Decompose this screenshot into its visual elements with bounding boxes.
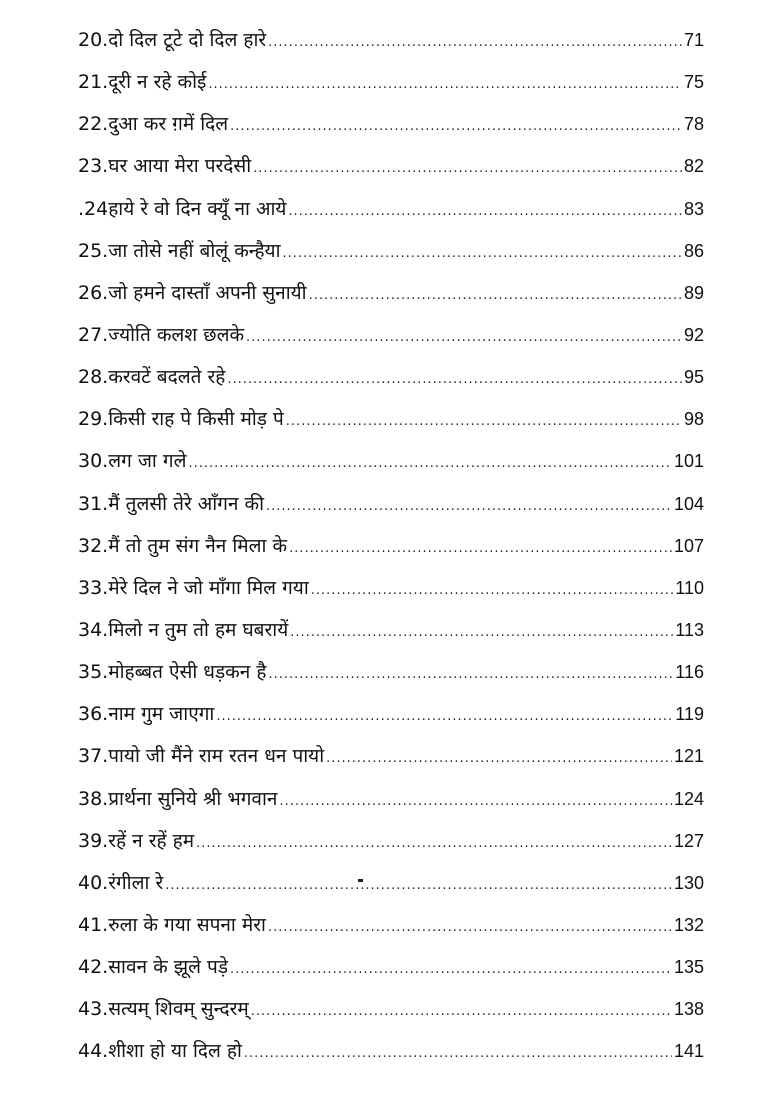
toc-entry-page: 95 xyxy=(683,367,704,388)
dot-leader xyxy=(216,709,673,724)
toc-entry-page: 89 xyxy=(683,282,704,303)
dot-leader xyxy=(244,1046,672,1061)
dot-leader xyxy=(253,161,682,176)
toc-entry xyxy=(78,152,704,194)
toc-entry xyxy=(78,785,704,827)
toc-entry-title: 22.दुआ कर ग़में दिल xyxy=(78,113,229,136)
toc-entry-title: 28.करवटें बदलते रहे xyxy=(78,366,226,389)
toc-entry-page: 101 xyxy=(673,451,704,472)
toc-entry xyxy=(78,742,704,784)
toc-entry-page: 98 xyxy=(683,409,704,430)
dot-leader xyxy=(251,1004,672,1019)
toc-entry-page: 104 xyxy=(673,493,704,514)
toc-entry xyxy=(78,616,704,658)
toc-entry-page: 127 xyxy=(673,830,704,851)
toc-entry-page: 119 xyxy=(675,704,704,725)
toc-entry-title: 27.ज्योति कलश छलके xyxy=(78,323,245,346)
dot-leader xyxy=(268,667,673,682)
toc-entry-title: 36.नाम गुम जाएगा xyxy=(78,703,215,726)
dot-leader xyxy=(208,77,682,92)
toc-entry-page: 107 xyxy=(673,535,704,556)
toc-entry-title: 42.सावन के झूले पड़े xyxy=(78,956,229,979)
toc-entry xyxy=(78,195,704,237)
toc-entry-title: .24हाये रे वो दिन क्यूँ ना आये xyxy=(78,197,287,220)
dot-leader xyxy=(290,625,673,640)
toc-entry xyxy=(78,110,704,152)
ink-speck xyxy=(358,879,363,882)
toc-entry xyxy=(78,405,704,447)
toc-entry-title: 25.जा तोसे नहीं बोलूं कन्हैया xyxy=(78,239,281,262)
toc-entry xyxy=(78,363,704,405)
toc-entry-page: 116 xyxy=(675,662,704,683)
toc-entry-page: 83 xyxy=(683,198,704,219)
toc-entry-title: 29.किसी राह पे किसी मोड़ पे xyxy=(78,408,284,431)
toc-entry-page: 75 xyxy=(683,72,704,93)
dot-leader xyxy=(309,288,682,303)
dot-leader xyxy=(279,794,671,809)
toc-entry xyxy=(78,447,704,489)
toc-entry xyxy=(78,658,704,700)
dot-leader xyxy=(268,920,672,935)
dot-leader xyxy=(230,962,672,977)
dot-leader xyxy=(230,119,682,134)
toc-entry-page: 124 xyxy=(673,788,704,809)
toc-entry-page: 113 xyxy=(675,619,704,640)
table-of-contents xyxy=(78,26,704,1080)
dot-leader xyxy=(188,456,671,471)
toc-entry-title: 38.प्रार्थना सुनिये श्री भगवान xyxy=(78,787,278,810)
dot-leader xyxy=(268,35,682,50)
toc-entry-title: 20.दो दिल टूटे दो दिल हारे xyxy=(78,29,267,51)
dot-leader xyxy=(286,414,682,429)
toc-entry-title: 32.मैं तो तुम संग नैन मिला के xyxy=(78,534,288,557)
toc-entry xyxy=(78,911,704,953)
toc-entry-title: 34.मिलो न तुम तो हम घबरायें xyxy=(78,618,289,641)
dot-leader xyxy=(289,541,672,556)
toc-entry-title: 23.घर आया मेरा परदेसी xyxy=(78,155,252,178)
toc-entry-title: 33.मेरे दिल ने जो माँगा मिल गया xyxy=(78,576,309,599)
toc-entry-page: 141 xyxy=(673,1041,704,1062)
toc-entry xyxy=(78,279,704,321)
toc-entry-page: 92 xyxy=(683,324,704,345)
dot-leader xyxy=(283,246,682,261)
toc-entry-title: 31.मैं तुलसी तेरे आँगन की xyxy=(78,492,264,515)
toc-entry-title: 40.रंगीला रे xyxy=(78,871,164,894)
dot-leader xyxy=(326,751,672,766)
toc-entry-title: 41.रुला के गया सपना मेरा xyxy=(78,913,266,936)
toc-entry-title: 30.लग जा गले xyxy=(78,450,187,473)
toc-entry xyxy=(78,1037,704,1079)
toc-entry-title: 43.सत्यम् शिवम् सुन्दरम् xyxy=(78,998,249,1021)
dot-leader xyxy=(311,583,674,598)
toc-entry xyxy=(78,490,704,532)
toc-entry-page: 110 xyxy=(675,577,704,598)
toc-entry-page: 130 xyxy=(673,872,704,893)
toc-entry-title: 35.मोहब्बत ऐसी धड़कन है xyxy=(78,661,267,684)
toc-entry-title: 44.शीशा हो या दिल हो xyxy=(78,1040,242,1063)
dot-leader xyxy=(266,499,672,514)
toc-entry xyxy=(78,68,704,110)
toc-entry xyxy=(78,700,704,742)
dot-leader xyxy=(196,836,672,851)
toc-entry-title: 39.रहें न रहें हम xyxy=(78,829,195,852)
toc-entry-page: 71 xyxy=(683,30,704,50)
toc-entry-page: 78 xyxy=(683,114,704,135)
toc-entry xyxy=(78,237,704,279)
toc-entry xyxy=(78,827,704,869)
toc-entry xyxy=(78,869,704,911)
toc-entry-title: 26.जो हमने दास्ताँ अपनी सुनायी xyxy=(78,281,307,304)
toc-entry-page: 135 xyxy=(673,957,704,978)
dot-leader xyxy=(246,330,682,345)
dot-leader xyxy=(227,372,682,387)
toc-entry xyxy=(78,26,704,68)
toc-entry-page: 82 xyxy=(683,156,704,177)
dot-leader xyxy=(288,204,682,219)
dot-leader xyxy=(165,878,672,893)
toc-entry-page: 86 xyxy=(683,240,704,261)
toc-entry xyxy=(78,953,704,995)
toc-entry-page: 138 xyxy=(673,999,704,1020)
toc-entry xyxy=(78,532,704,574)
toc-entry-title: 37.पायो जी मैंने राम रतन धन पायो xyxy=(78,745,325,768)
toc-entry xyxy=(78,321,704,363)
toc-entry xyxy=(78,574,704,616)
toc-entry-title: 21.दूरी न रहे कोई xyxy=(78,71,207,94)
toc-entry xyxy=(78,995,704,1037)
toc-entry-page: 121 xyxy=(673,746,704,767)
toc-entry-page: 132 xyxy=(673,914,704,935)
